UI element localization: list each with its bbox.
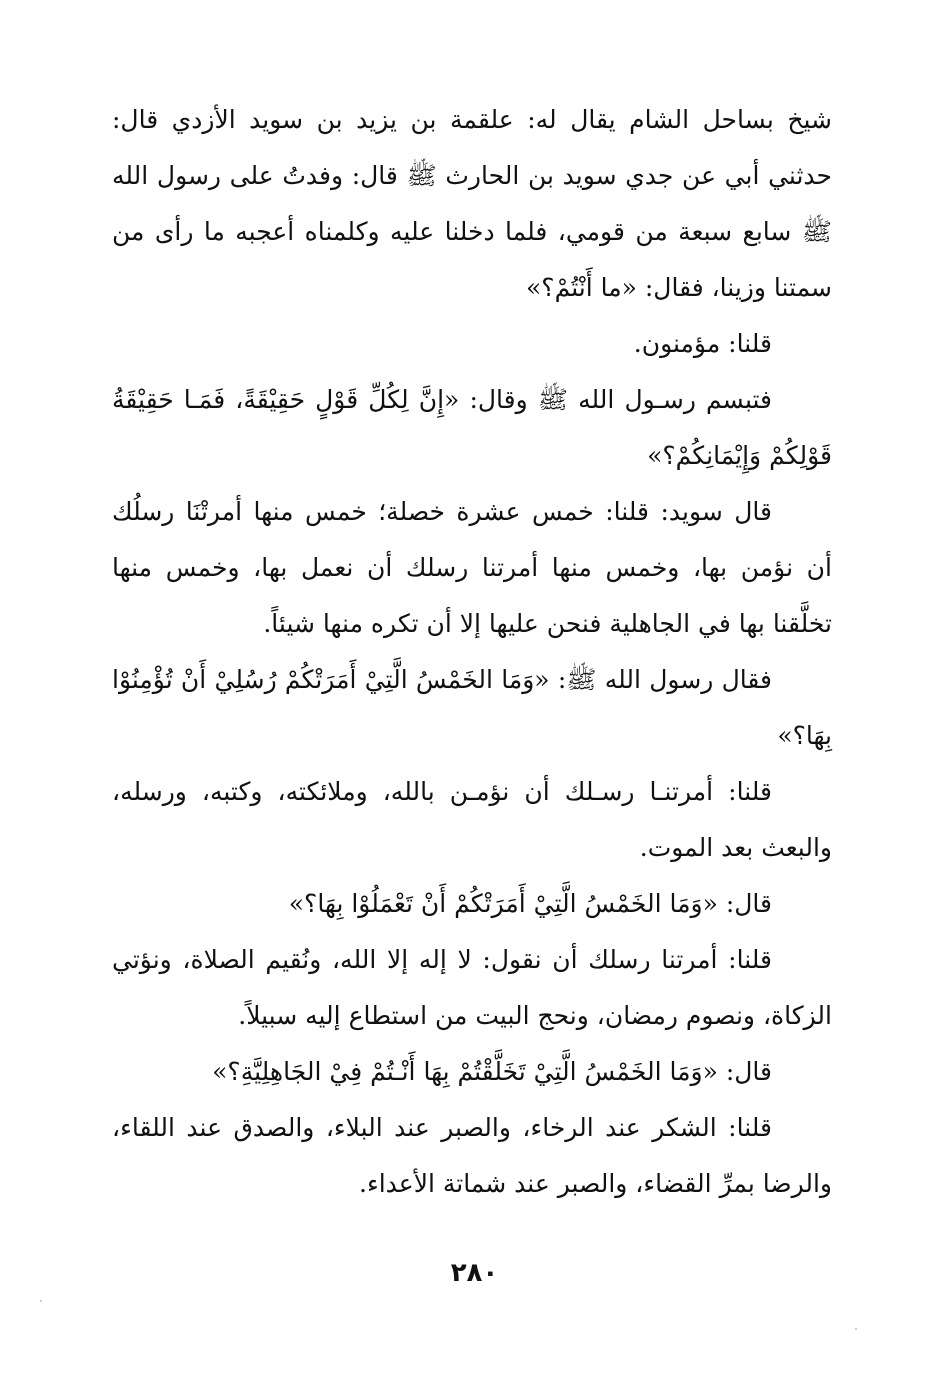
paragraph-5: فقال رسول الله ﷺ: «وَمَا الخَمْسُ الَّتِيْ أَمَرَتْكُمْ رُسُلِيْ أَنْ تُؤْمِنُوْا بِهَا؟»	[112, 665, 832, 750]
paragraph-6: قلنا: أمرتنـا رسـلك أن نؤمـن بالله، وملائكته، وكتبه، ورسله، والبعث بعد الموت.	[112, 777, 832, 862]
paragraph-2: قلنا: مؤمنون.	[633, 329, 772, 358]
scan-speck	[855, 1328, 857, 1330]
body-text	[112, 92, 832, 1212]
paragraph-3: فتبسم رسـول الله ﷺ وقال: «إِنَّ لِكُلِّ قَوْلٍ حَقِيْقَةً، فَمَـا حَقِيْقَةُ قَوْلِكُمْ وَإِيْمَانِكُمْ؟»	[112, 385, 832, 470]
paragraph-7: قال: «وَمَا الخَمْسُ الَّتِيْ أَمَرَتْكُمْ أَنْ تَعْمَلُوْا بِهَا؟»	[288, 889, 772, 918]
paragraph-8: قلنا: أمرتنا رسلك أن نقول: لا إله إلا الله، ونُقيم الصلاة، ونؤتي الزكاة، ونصوم رمضان، ونحج البيت من استطاع إليه سبيلاً.	[112, 945, 832, 1030]
scan-speck	[40, 1300, 42, 1302]
paragraph-4: قال سويد: قلنا: خمس عشرة خصلة؛ خمس منها أمرتْنَا رسلُك أن نؤمن بها، وخمس منها أمرتنا رسلك أن نعمل بها، وخمس منها تخلَّقنا بها في الجاهلية فنحن عليها إلا أن تكره منها شيئاً.	[112, 497, 832, 638]
paragraph-9: قال: «وَمَا الخَمْسُ الَّتِيْ تَخَلَّقْتُمْ بِهَا أَنْـتُمْ فِيْ الجَاهِلِيَّةِ؟»	[212, 1057, 772, 1086]
paragraph-1: شيخ بساحل الشام يقال له: علقمة بن يزيد بن سويد الأزدي قال: حدثني أبي عن جدي سويد بن الحارث ﷺ قال: وفدتُ على رسول الله ﷺ سابع سبعة من قومي، فلما دخلنا عليه وكلمناه أعجبه ما رأى من سمتنا وزينا، فقال: «ما أَنْتُمْ؟»	[112, 105, 832, 302]
paragraph-10: قلنا: الشكر عند الرخاء، والصبر عند البلاء، والصدق عند اللقاء، والرضا بمرِّ القضاء، والصبر عند شماتة الأعداء.	[112, 1113, 832, 1198]
page-number: ٢٨٠	[450, 1258, 499, 1288]
